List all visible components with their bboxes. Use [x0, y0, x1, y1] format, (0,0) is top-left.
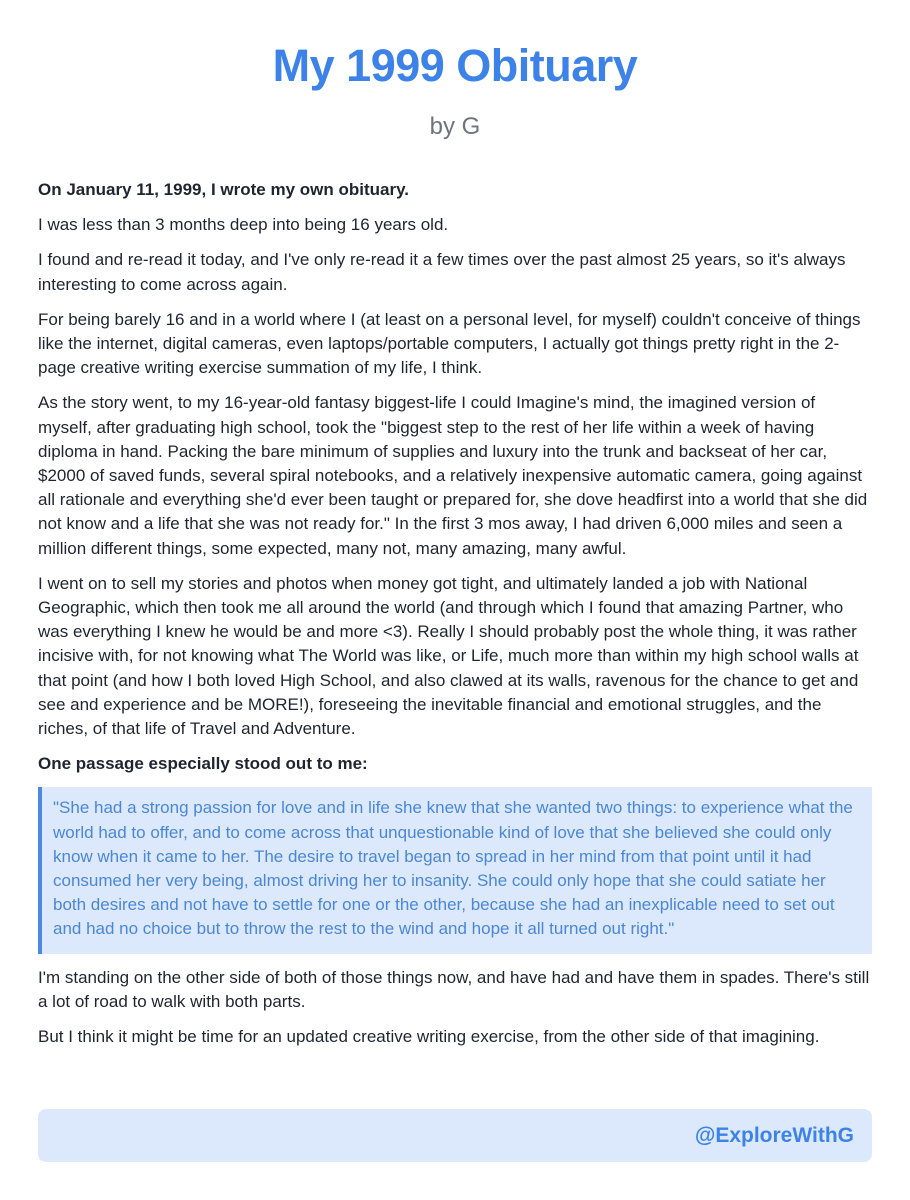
paragraph: I was less than 3 months deep into being 16 years old.	[38, 215, 449, 235]
paragraph: As the story went, to my 16-year-old fantasy biggest-life I could Imagine's mind, the imagined version of myself, after graduating high school, took the "biggest step to the rest of her life within a week of having diploma in hand. Packing the bare minimum of supplies and luxury into the trunk and backseat of her car, $2000 of saved funds, several spiral notebooks, and a relatively inexpensive automatic camera, going against all rationale and everything she'd ever been taught or prepared for, she dove headfirst into a world that she did not know and a life that she was not ready for." In the first 3 mos away, I had driven 6,000 miles and seen a million different things, some expected, many not, many amazing, many awful.	[38, 393, 868, 558]
paragraph: For being barely 16 and in a world where I (at least on a personal level, for myself) couldn't conceive of things like the internet, digital cameras, even laptops/portable computers, I actually got things pretty right in the 2-page creative writing exercise summation of my life, I think.	[38, 309, 861, 378]
passage-heading: One passage especially stood out to me:	[38, 754, 368, 774]
paragraph: I went on to sell my stories and photos when money got tight, and ultimately landed a job with National Geographic, which then took me all around the world (and through which I found that amazing Partner, who was everything I knew he would be and more <3). Really I should probably post the whole thing, it was rather incisive with, for not knowing what The World was like, or Life, much more than within my high school walls at that point (and how I both loved High School, and also clawed at its walls, ravenous for the chance to get and see and experience and be MORE!), foreseeing the inevitable financial and emotional struggles, and the riches, of that life of Travel and Adventure.	[38, 573, 859, 739]
paragraph: I'm standing on the other side of both of those things now, and have had and have them in spades. There's still a lot of road to walk with both parts.	[38, 967, 870, 1011]
social-handle: @ExploreWithG	[694, 1124, 854, 1147]
paragraph: But I think it might be time for an updated creative writing exercise, from the other side of that imagining.	[38, 1027, 820, 1047]
intro-heading: On January 11, 1999, I wrote my own obituary.	[38, 180, 409, 199]
footer-banner	[38, 1109, 872, 1162]
blockquote: "She had a strong passion for love and in life she knew that she wanted two things: to experience what the world had to offer, and to come across that unquestionable kind of love that she believed she could only know when it came to her. The desire to travel began to spread in her mind from that point until it had consumed her very being, almost driving her to insanity. She could only hope that she could satiate her both desires and not have to settle for one or the other, because she had an inexplicable need to set out and had no choice but to throw the rest to the wind and hope it all turned out right."	[38, 787, 872, 953]
page-title: My 1999 Obituary	[272, 40, 638, 91]
paragraph: I found and re-read it today, and I've only re-read it a few times over the past almost 25 years, so it's always interesting to come across again.	[38, 250, 846, 294]
article-body	[38, 178, 872, 1060]
author-byline: by G	[429, 113, 481, 140]
